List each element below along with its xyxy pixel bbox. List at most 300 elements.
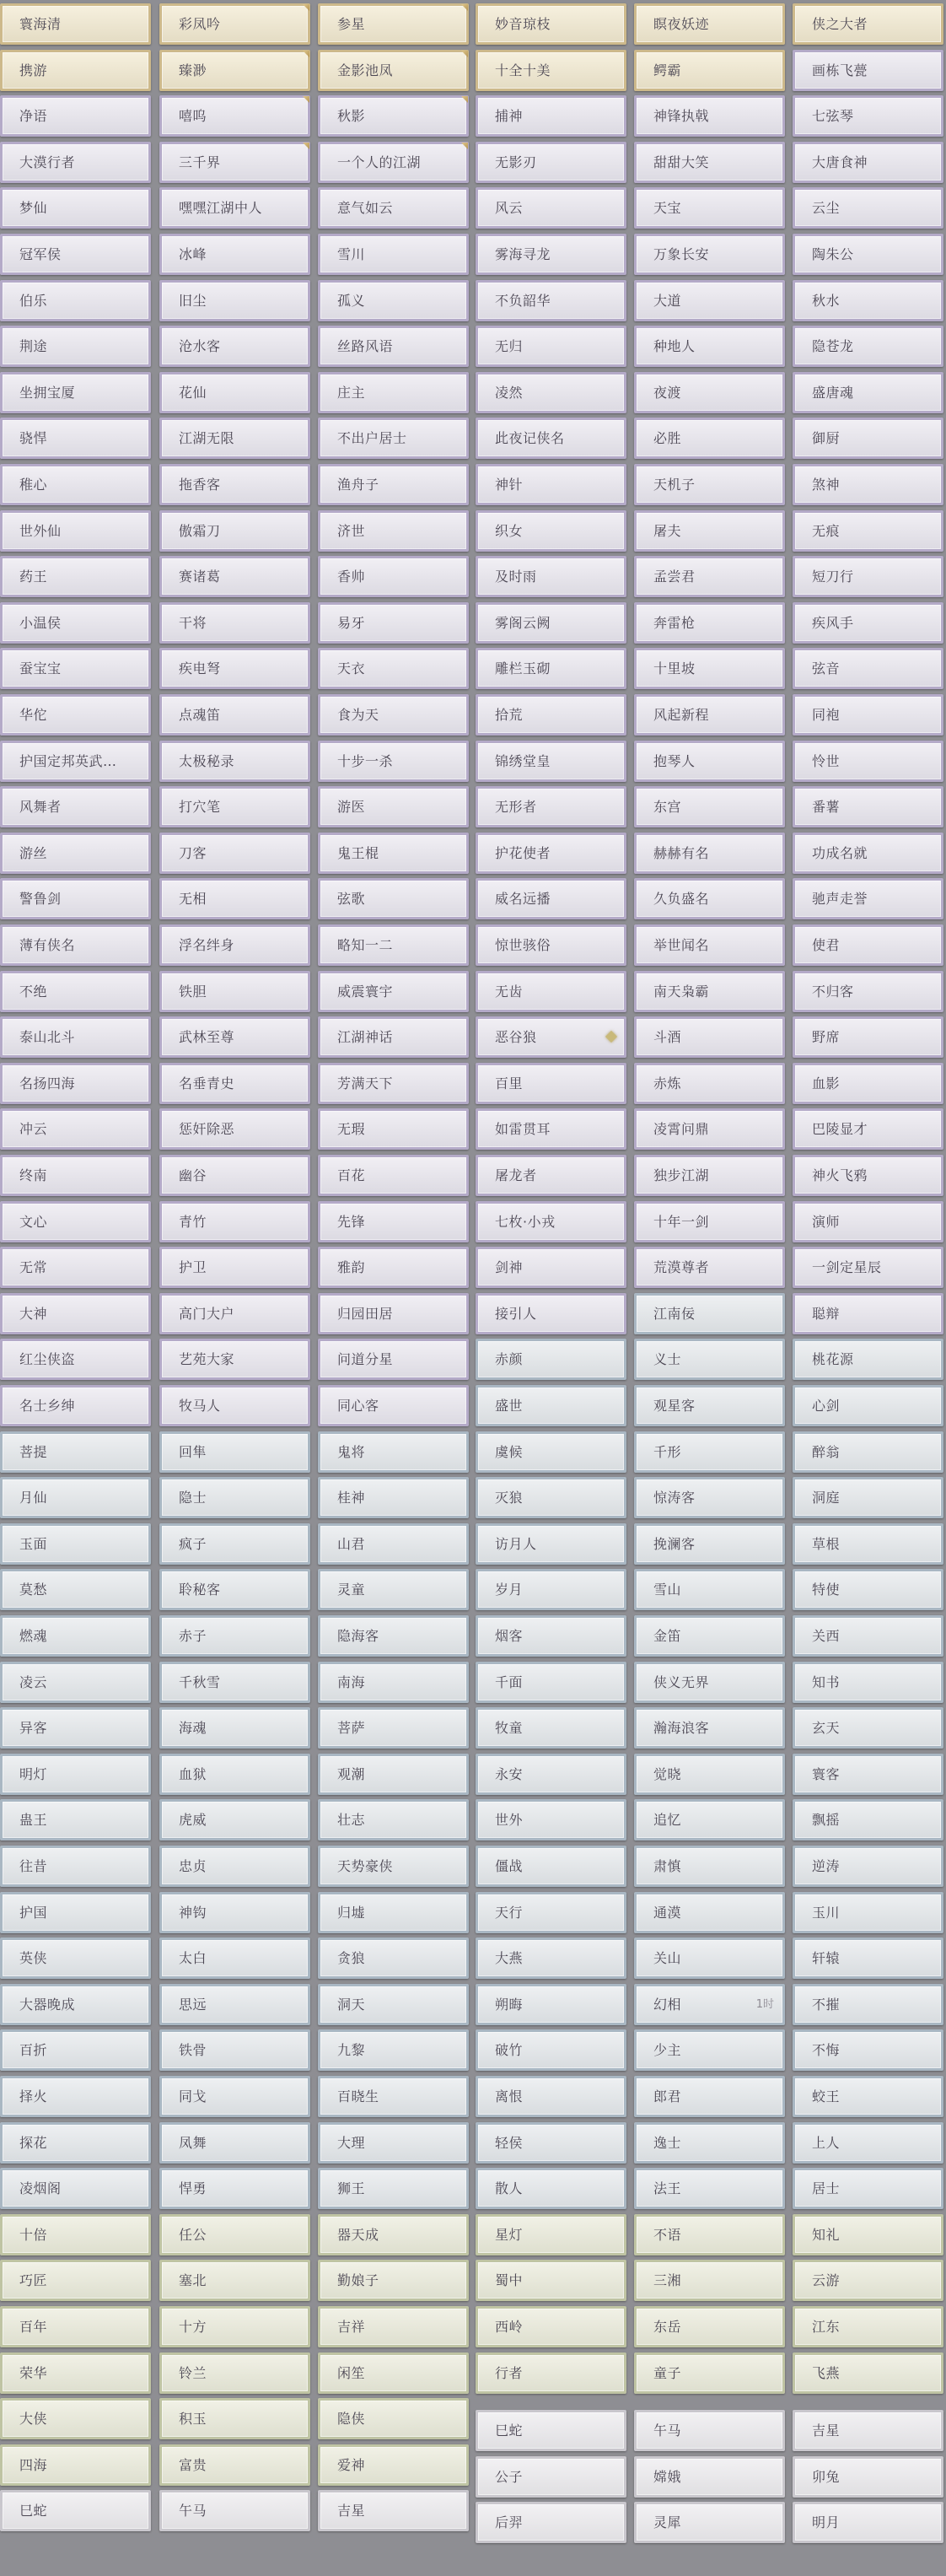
title-tile[interactable] xyxy=(476,1247,626,1288)
title-tile[interactable] xyxy=(0,2352,151,2394)
title-tile[interactable] xyxy=(0,2029,151,2071)
title-tile[interactable] xyxy=(0,1569,151,1610)
title-tile[interactable] xyxy=(318,2444,469,2486)
title-tile[interactable] xyxy=(159,1615,310,1657)
title-tile[interactable] xyxy=(634,1569,785,1610)
title-tile[interactable] xyxy=(0,2490,151,2531)
title-tile[interactable] xyxy=(318,971,469,1012)
title-tile[interactable] xyxy=(0,1016,151,1058)
title-tile[interactable] xyxy=(793,786,943,827)
title-tile[interactable] xyxy=(159,602,310,644)
title-tile[interactable] xyxy=(793,1707,943,1749)
title-tile[interactable] xyxy=(476,1385,626,1426)
title-tile[interactable] xyxy=(0,2444,151,2486)
title-tile[interactable] xyxy=(318,50,469,91)
title-tile[interactable] xyxy=(476,694,626,736)
title-tile[interactable] xyxy=(793,3,943,45)
title-tile[interactable] xyxy=(476,50,626,91)
title-tile[interactable] xyxy=(0,2306,151,2347)
title-tile[interactable] xyxy=(476,556,626,597)
title-tile[interactable] xyxy=(0,187,151,229)
title-tile[interactable] xyxy=(793,2076,943,2117)
title-tile[interactable] xyxy=(793,372,943,413)
title-tile[interactable] xyxy=(793,2352,943,2394)
title-tile[interactable] xyxy=(476,1201,626,1242)
title-tile[interactable] xyxy=(634,1063,785,1104)
title-tile[interactable] xyxy=(159,786,310,827)
title-tile[interactable] xyxy=(476,878,626,919)
title-tile[interactable] xyxy=(634,3,785,45)
title-tile[interactable] xyxy=(0,1754,151,1795)
title-tile[interactable] xyxy=(634,878,785,919)
title-tile[interactable] xyxy=(318,1707,469,1749)
title-tile[interactable] xyxy=(634,2456,785,2498)
title-tile[interactable] xyxy=(0,878,151,919)
title-tile[interactable] xyxy=(159,142,310,183)
title-tile[interactable] xyxy=(634,786,785,827)
title-tile[interactable] xyxy=(793,2122,943,2164)
title-tile[interactable] xyxy=(634,1754,785,1795)
title-tile[interactable] xyxy=(793,1569,943,1610)
title-tile[interactable] xyxy=(0,1937,151,1979)
title-tile[interactable] xyxy=(0,1662,151,1703)
title-tile[interactable] xyxy=(793,1339,943,1380)
title-tile[interactable] xyxy=(0,694,151,736)
title-tile[interactable] xyxy=(159,878,310,919)
title-tile[interactable] xyxy=(318,142,469,183)
title-tile[interactable] xyxy=(0,1293,151,1334)
title-tile[interactable] xyxy=(318,2352,469,2394)
title-tile[interactable] xyxy=(159,2122,310,2164)
title-tile[interactable] xyxy=(793,924,943,966)
title-tile[interactable] xyxy=(159,556,310,597)
title-tile[interactable] xyxy=(0,971,151,1012)
title-tile[interactable] xyxy=(793,2168,943,2209)
title-tile[interactable] xyxy=(793,1431,943,1473)
title-tile[interactable] xyxy=(318,694,469,736)
title-tile[interactable] xyxy=(634,418,785,459)
title-tile[interactable] xyxy=(793,1846,943,1887)
title-tile[interactable] xyxy=(793,1937,943,1979)
title-tile[interactable] xyxy=(793,1016,943,1058)
title-tile[interactable] xyxy=(793,556,943,597)
title-tile[interactable] xyxy=(476,2076,626,2117)
title-tile[interactable] xyxy=(476,2502,626,2543)
title-tile[interactable] xyxy=(318,372,469,413)
title-tile[interactable] xyxy=(476,786,626,827)
title-tile[interactable] xyxy=(159,95,310,137)
title-tile[interactable] xyxy=(634,142,785,183)
title-tile[interactable] xyxy=(634,2029,785,2071)
title-tile[interactable] xyxy=(793,2456,943,2498)
title-tile[interactable] xyxy=(318,1799,469,1840)
title-tile[interactable] xyxy=(634,234,785,275)
title-tile[interactable] xyxy=(159,1569,310,1610)
title-tile[interactable] xyxy=(634,1984,785,2025)
title-tile[interactable] xyxy=(476,372,626,413)
title-tile[interactable] xyxy=(634,1662,785,1703)
title-tile[interactable] xyxy=(476,1339,626,1380)
title-tile[interactable] xyxy=(0,2260,151,2301)
title-tile[interactable] xyxy=(793,142,943,183)
title-tile[interactable] xyxy=(476,2410,626,2451)
title-tile[interactable] xyxy=(634,2168,785,2209)
title-tile[interactable] xyxy=(793,2410,943,2451)
title-tile[interactable] xyxy=(476,924,626,966)
title-tile[interactable] xyxy=(318,833,469,874)
title-tile[interactable] xyxy=(634,2352,785,2394)
title-tile[interactable] xyxy=(793,1201,943,1242)
title-tile[interactable] xyxy=(476,971,626,1012)
title-tile[interactable] xyxy=(0,1339,151,1380)
title-tile[interactable] xyxy=(0,418,151,459)
title-tile[interactable] xyxy=(634,1201,785,1242)
title-tile[interactable] xyxy=(793,1063,943,1104)
title-tile[interactable] xyxy=(159,1293,310,1334)
title-tile[interactable] xyxy=(0,280,151,321)
title-tile[interactable] xyxy=(793,50,943,91)
title-tile[interactable] xyxy=(634,1846,785,1887)
title-tile[interactable] xyxy=(0,1477,151,1518)
title-tile[interactable] xyxy=(793,1984,943,2025)
title-tile[interactable] xyxy=(793,464,943,505)
title-tile[interactable] xyxy=(159,1385,310,1426)
title-tile[interactable] xyxy=(634,1523,785,1565)
title-tile[interactable] xyxy=(318,1477,469,1518)
title-tile[interactable] xyxy=(159,2029,310,2071)
title-tile[interactable] xyxy=(634,50,785,91)
title-tile[interactable] xyxy=(0,1155,151,1196)
title-tile[interactable] xyxy=(318,2306,469,2347)
title-tile[interactable] xyxy=(634,1707,785,1749)
title-tile[interactable] xyxy=(318,1937,469,1979)
title-tile[interactable] xyxy=(476,1155,626,1196)
title-tile[interactable] xyxy=(793,694,943,736)
title-tile[interactable] xyxy=(318,1339,469,1380)
title-tile[interactable] xyxy=(159,3,310,45)
title-tile[interactable] xyxy=(634,1477,785,1518)
title-tile[interactable] xyxy=(634,1293,785,1334)
title-tile[interactable] xyxy=(159,1707,310,1749)
title-tile[interactable] xyxy=(159,1984,310,2025)
title-tile[interactable] xyxy=(159,1201,310,1242)
title-tile[interactable] xyxy=(634,1937,785,1979)
title-tile[interactable] xyxy=(793,2502,943,2543)
title-tile[interactable] xyxy=(159,1892,310,1933)
title-tile[interactable] xyxy=(476,234,626,275)
title-tile[interactable] xyxy=(159,1937,310,1979)
title-tile[interactable] xyxy=(476,1431,626,1473)
title-tile[interactable] xyxy=(634,924,785,966)
title-tile[interactable] xyxy=(476,648,626,689)
title-tile[interactable] xyxy=(476,1293,626,1334)
title-tile[interactable] xyxy=(793,2306,943,2347)
title-tile[interactable] xyxy=(0,556,151,597)
title-tile[interactable] xyxy=(159,1108,310,1150)
title-tile[interactable] xyxy=(634,372,785,413)
title-tile[interactable] xyxy=(159,1016,310,1058)
title-tile[interactable] xyxy=(318,1846,469,1887)
title-tile[interactable] xyxy=(476,418,626,459)
title-tile[interactable] xyxy=(0,1431,151,1473)
title-tile[interactable] xyxy=(476,1984,626,2025)
title-tile[interactable] xyxy=(318,2076,469,2117)
title-tile[interactable] xyxy=(476,602,626,644)
title-tile[interactable] xyxy=(476,741,626,782)
title-tile[interactable] xyxy=(0,1707,151,1749)
title-tile[interactable] xyxy=(318,556,469,597)
title-tile[interactable] xyxy=(318,2122,469,2164)
title-tile[interactable] xyxy=(318,878,469,919)
title-tile[interactable] xyxy=(634,2502,785,2543)
title-tile[interactable] xyxy=(318,1293,469,1334)
title-tile[interactable] xyxy=(318,1385,469,1426)
title-tile[interactable] xyxy=(159,2076,310,2117)
title-tile[interactable] xyxy=(634,2260,785,2301)
title-tile[interactable] xyxy=(0,1523,151,1565)
title-tile[interactable] xyxy=(318,2398,469,2439)
title-tile[interactable] xyxy=(318,924,469,966)
title-tile[interactable] xyxy=(793,2214,943,2255)
title-tile[interactable] xyxy=(0,1615,151,1657)
title-tile[interactable] xyxy=(0,1799,151,1840)
title-tile[interactable] xyxy=(634,2306,785,2347)
title-tile[interactable] xyxy=(159,2214,310,2255)
title-tile[interactable] xyxy=(793,2260,943,2301)
title-tile[interactable] xyxy=(793,1293,943,1334)
title-tile[interactable] xyxy=(0,1892,151,1933)
title-tile[interactable] xyxy=(476,1799,626,1840)
title-tile[interactable] xyxy=(0,602,151,644)
title-tile[interactable] xyxy=(0,924,151,966)
title-tile[interactable] xyxy=(318,2168,469,2209)
title-tile[interactable] xyxy=(159,924,310,966)
title-tile[interactable] xyxy=(476,1892,626,1933)
title-tile[interactable] xyxy=(793,326,943,367)
title-tile[interactable] xyxy=(476,2029,626,2071)
title-tile[interactable] xyxy=(793,1385,943,1426)
title-tile[interactable] xyxy=(318,1247,469,1288)
title-tile[interactable] xyxy=(0,50,151,91)
title-tile[interactable] xyxy=(159,2306,310,2347)
title-tile[interactable] xyxy=(159,648,310,689)
title-tile[interactable] xyxy=(159,1339,310,1380)
title-tile[interactable] xyxy=(793,510,943,552)
title-tile[interactable] xyxy=(793,1754,943,1795)
title-tile[interactable] xyxy=(159,510,310,552)
title-tile[interactable] xyxy=(476,326,626,367)
title-tile[interactable] xyxy=(159,2260,310,2301)
title-tile[interactable] xyxy=(159,1431,310,1473)
title-tile[interactable] xyxy=(634,326,785,367)
title-tile[interactable] xyxy=(318,3,469,45)
title-tile[interactable] xyxy=(318,510,469,552)
title-tile[interactable] xyxy=(0,1247,151,1288)
title-tile[interactable] xyxy=(634,2214,785,2255)
title-tile[interactable] xyxy=(159,50,310,91)
title-tile[interactable] xyxy=(318,1892,469,1933)
title-tile[interactable] xyxy=(318,418,469,459)
title-tile[interactable] xyxy=(159,694,310,736)
title-tile[interactable] xyxy=(634,1431,785,1473)
title-tile[interactable] xyxy=(634,741,785,782)
title-tile[interactable] xyxy=(159,2398,310,2439)
title-tile[interactable] xyxy=(318,2214,469,2255)
title-tile[interactable] xyxy=(476,1523,626,1565)
title-tile[interactable] xyxy=(634,510,785,552)
title-tile[interactable] xyxy=(793,187,943,229)
title-tile[interactable] xyxy=(159,2490,310,2531)
title-tile[interactable] xyxy=(793,1615,943,1657)
title-tile[interactable] xyxy=(0,2076,151,2117)
title-tile[interactable] xyxy=(0,1385,151,1426)
title-tile[interactable] xyxy=(476,2122,626,2164)
title-tile[interactable] xyxy=(159,1477,310,1518)
title-tile[interactable] xyxy=(476,1016,626,1058)
title-tile[interactable] xyxy=(318,1754,469,1795)
title-tile[interactable] xyxy=(634,280,785,321)
title-tile[interactable] xyxy=(318,1662,469,1703)
title-tile[interactable] xyxy=(476,187,626,229)
title-tile[interactable] xyxy=(318,234,469,275)
title-tile[interactable] xyxy=(793,1247,943,1288)
title-tile[interactable] xyxy=(793,602,943,644)
title-tile[interactable] xyxy=(0,95,151,137)
title-tile[interactable] xyxy=(634,1108,785,1150)
title-tile[interactable] xyxy=(159,372,310,413)
title-tile[interactable] xyxy=(634,95,785,137)
title-tile[interactable] xyxy=(793,1662,943,1703)
title-tile[interactable] xyxy=(159,1063,310,1104)
title-tile[interactable] xyxy=(159,2352,310,2394)
title-tile[interactable] xyxy=(793,1155,943,1196)
title-tile[interactable] xyxy=(634,1892,785,1933)
title-tile[interactable] xyxy=(0,2122,151,2164)
title-tile[interactable] xyxy=(159,971,310,1012)
title-tile[interactable] xyxy=(318,1431,469,1473)
title-tile[interactable] xyxy=(318,1615,469,1657)
title-tile[interactable] xyxy=(0,234,151,275)
title-tile[interactable] xyxy=(0,464,151,505)
title-tile[interactable] xyxy=(793,280,943,321)
title-tile[interactable] xyxy=(793,878,943,919)
title-tile[interactable] xyxy=(159,418,310,459)
title-tile[interactable] xyxy=(793,234,943,275)
title-tile[interactable] xyxy=(476,1569,626,1610)
title-tile[interactable] xyxy=(159,2444,310,2486)
title-tile[interactable] xyxy=(0,786,151,827)
title-tile[interactable] xyxy=(318,1523,469,1565)
title-tile[interactable] xyxy=(318,326,469,367)
title-tile[interactable] xyxy=(159,280,310,321)
title-tile[interactable] xyxy=(318,1016,469,1058)
title-tile[interactable] xyxy=(318,2260,469,2301)
title-tile[interactable] xyxy=(634,2122,785,2164)
title-tile[interactable] xyxy=(0,648,151,689)
title-tile[interactable] xyxy=(318,2029,469,2071)
title-tile[interactable] xyxy=(318,786,469,827)
title-tile[interactable] xyxy=(793,1477,943,1518)
title-tile[interactable] xyxy=(476,2456,626,2498)
title-tile[interactable] xyxy=(159,1799,310,1840)
title-tile[interactable] xyxy=(476,2352,626,2394)
title-tile[interactable] xyxy=(0,510,151,552)
title-tile[interactable] xyxy=(793,1799,943,1840)
title-tile[interactable] xyxy=(476,1615,626,1657)
title-tile[interactable] xyxy=(318,1201,469,1242)
title-tile[interactable] xyxy=(634,694,785,736)
title-tile[interactable] xyxy=(634,1385,785,1426)
title-tile[interactable] xyxy=(476,1662,626,1703)
title-tile[interactable] xyxy=(634,556,785,597)
title-tile[interactable] xyxy=(476,1937,626,1979)
title-tile[interactable] xyxy=(793,648,943,689)
title-tile[interactable] xyxy=(318,187,469,229)
title-tile[interactable] xyxy=(634,648,785,689)
title-tile[interactable] xyxy=(318,602,469,644)
title-tile[interactable] xyxy=(318,1063,469,1104)
title-tile[interactable] xyxy=(159,2168,310,2209)
title-tile[interactable] xyxy=(159,326,310,367)
title-tile[interactable] xyxy=(634,971,785,1012)
title-tile[interactable] xyxy=(159,464,310,505)
title-tile[interactable] xyxy=(793,1892,943,1933)
title-tile[interactable] xyxy=(476,1754,626,1795)
title-tile[interactable] xyxy=(634,187,785,229)
title-tile[interactable] xyxy=(476,1063,626,1104)
title-tile[interactable] xyxy=(318,95,469,137)
title-tile[interactable] xyxy=(318,741,469,782)
title-tile[interactable] xyxy=(318,1155,469,1196)
title-tile[interactable] xyxy=(159,833,310,874)
title-tile[interactable] xyxy=(0,326,151,367)
title-tile[interactable] xyxy=(0,1108,151,1150)
title-tile[interactable] xyxy=(634,1247,785,1288)
title-tile[interactable] xyxy=(159,1754,310,1795)
title-tile[interactable] xyxy=(793,971,943,1012)
title-tile[interactable] xyxy=(476,2214,626,2255)
title-tile[interactable] xyxy=(476,2260,626,2301)
title-tile[interactable] xyxy=(634,1799,785,1840)
title-tile[interactable] xyxy=(793,2029,943,2071)
title-tile[interactable] xyxy=(159,187,310,229)
title-tile[interactable] xyxy=(318,280,469,321)
title-tile[interactable] xyxy=(634,833,785,874)
title-tile[interactable] xyxy=(793,1523,943,1565)
title-tile[interactable] xyxy=(318,648,469,689)
title-tile[interactable] xyxy=(476,1477,626,1518)
title-tile[interactable] xyxy=(634,2076,785,2117)
title-tile[interactable] xyxy=(476,2168,626,2209)
title-tile[interactable] xyxy=(0,3,151,45)
title-tile[interactable] xyxy=(634,1615,785,1657)
title-tile[interactable] xyxy=(0,1063,151,1104)
title-tile[interactable] xyxy=(159,1662,310,1703)
title-tile[interactable] xyxy=(159,234,310,275)
title-tile[interactable] xyxy=(159,1523,310,1565)
title-tile[interactable] xyxy=(634,1016,785,1058)
title-tile[interactable] xyxy=(0,741,151,782)
title-tile[interactable] xyxy=(634,602,785,644)
title-tile[interactable] xyxy=(476,464,626,505)
title-tile[interactable] xyxy=(318,1108,469,1150)
title-tile[interactable] xyxy=(318,2490,469,2531)
title-tile[interactable] xyxy=(0,1201,151,1242)
title-tile[interactable] xyxy=(634,464,785,505)
title-tile[interactable] xyxy=(793,418,943,459)
title-tile[interactable] xyxy=(476,1108,626,1150)
title-tile[interactable] xyxy=(0,1984,151,2025)
